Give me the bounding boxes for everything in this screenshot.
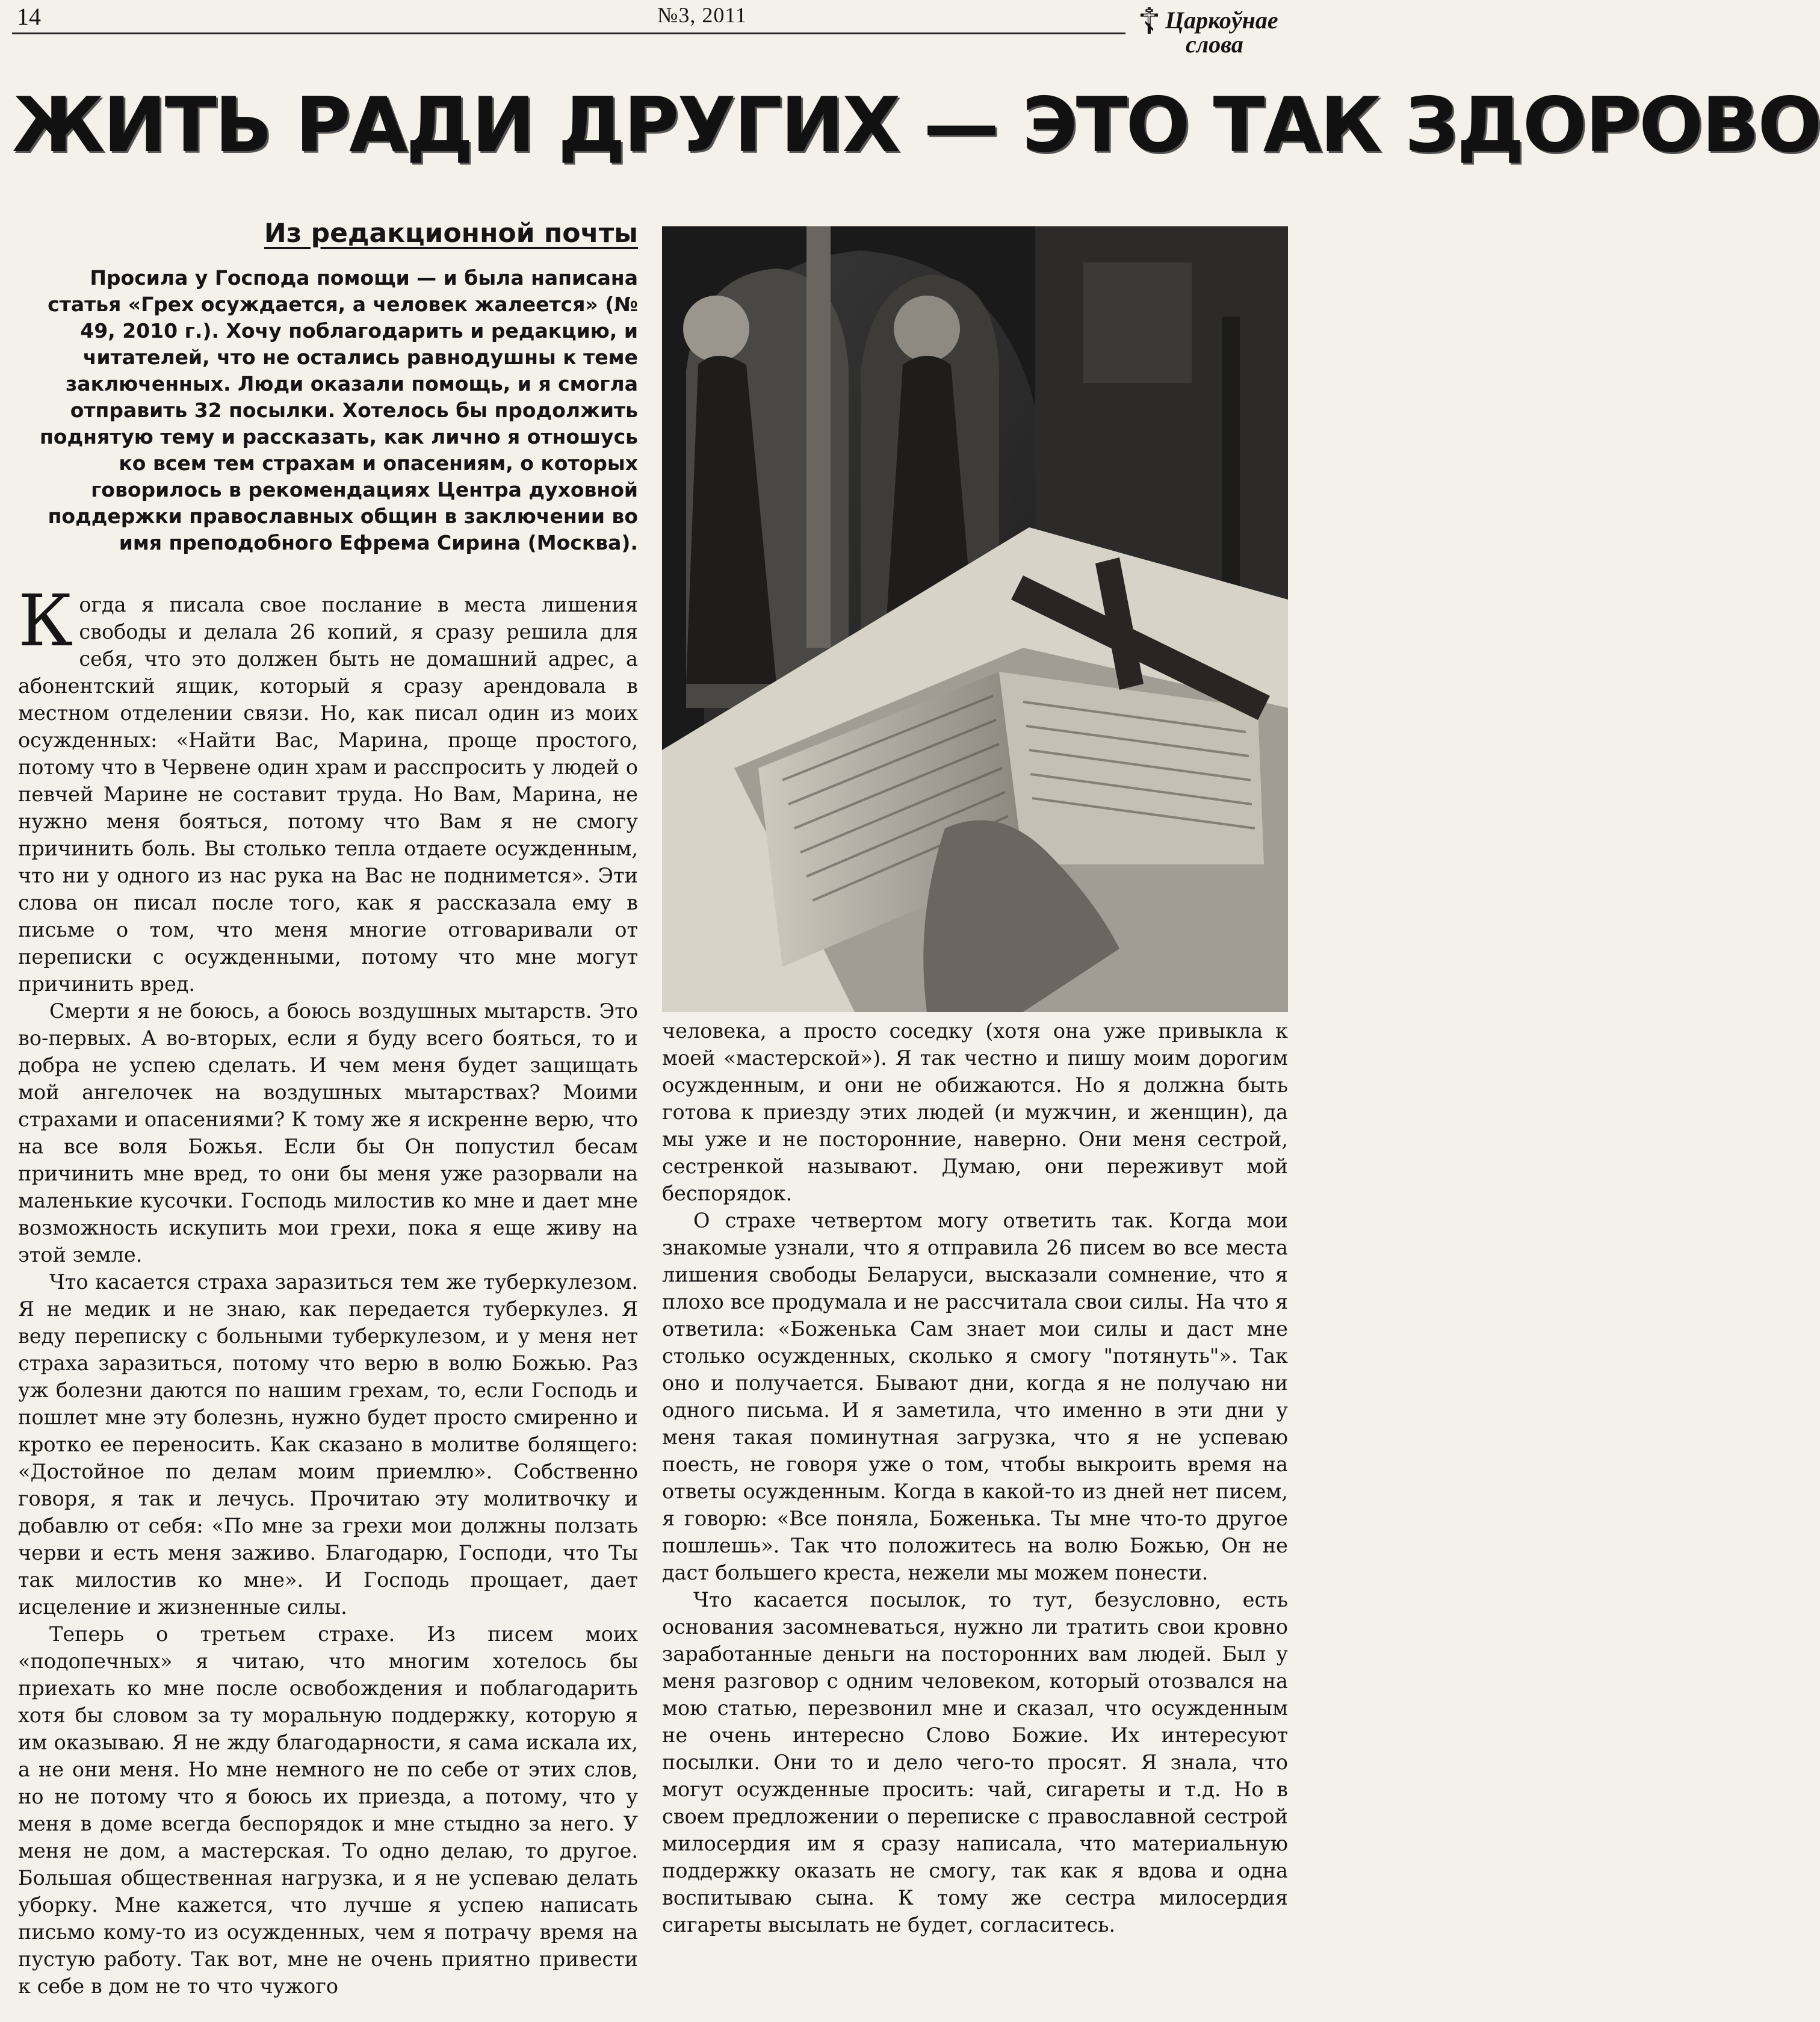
- newspaper-logo: [1131, 1, 1294, 58]
- header-rule: [12, 33, 1125, 34]
- article-column-right: [662, 1017, 1288, 1938]
- logo-line2: слова: [1186, 31, 1243, 58]
- article-lead: Просила у Господа помощи — и была написана статья «Грех осуждается, а человек жалеется» (№ 49, 2010 г.). Хочу поблагодарить и редакцию, и читателей, что не остались равнодушны к теме заключенных. Люди оказали помощь, и я смогла отправить 32 посылки. Хотелось бы продолжить поднятую тему и рассказать, как лично я отношусь ко всем тем страхам и опасениям, о которых говорилось в рекомендациях Центра духовной поддержки православных общин в заключении во имя преподобного Ефрема Сирина (Москва).: [40, 266, 638, 554]
- page-number: 14: [17, 3, 41, 30]
- drop-cap: К: [18, 579, 73, 662]
- logo-line1: Царкоўнае: [1165, 7, 1278, 34]
- paragraph: человека, а просто соседку (хотя она уже привыкла к моей «мастерской»). Я так честно и пишу моим дорогим осужденным, и они не обижаются. Но я должна быть готова к приезду этих людей (и мужчин, и женщин), да мы уже и не посторонние, наверно. Они меня сестрой, сестренкой называют. Думаю, они переживут мой беспорядок.: [662, 1019, 1288, 1205]
- paragraph: Теперь о третьем страхе. Из писем моих «подопечных» я читаю, что многим хотелось бы приехать ко мне после освобождения и поблагодарить хотя бы словом за ту моральную поддержку, которую я им оказываю. Я не жду благодарности, я сама искала их, а не они меня. Но мне немного не по себе от этих слов, но не потому что я боюсь их приезда, а потому, что у меня в доме всегда беспорядок и мне стыдно за него. У меня не дом, а мастерская. То одно делаю, то другое. Большая общественная нагрузка, и я не успеваю делать уборку. Мне кажется, что лучше я успею написать письмо кому-то из осужденных, чем я потрачу время на пустую работу. Так вот, мне не очень приятно привести к себе в дом не то что чужого: [18, 1622, 638, 1998]
- issue-label: №3, 2011: [657, 3, 748, 27]
- orthodox-cross-icon: ☦: [1138, 1, 1161, 43]
- article-headline: ЖИТЬ РАДИ ДРУГИХ — ЭТО ТАК ЗДОРОВО: [12, 81, 1820, 169]
- paragraph: Что касается страха заразиться тем же туберкулезом. Я не медик и не знаю, как передается туберкулез. Я веду переписку с больными туберкулезом, и у меня нет страха заразиться, потому что верю в волю Божью. Раз уж болезни даются по нашим грехам, то, если Господь и пошлет мне эту болезнь, нужно будет просто смиренно и кротко ее переносить. Как сказано в молитве болящего: «Достойное по делам моим приемлю». Собственно говоря, я так и лечусь. Прочитаю эту молитвочку и добавлю от себя: «По мне за грехи мои должны ползать черви и есть меня заживо. Благодарю, Господи, что Ты так милостив ко мне». И Господь прощает, дает исцеление и жизненные силы.: [18, 1270, 638, 1619]
- article-column-left: [18, 579, 638, 2000]
- section-label: Из редакционной почты: [264, 218, 638, 249]
- paragraph: Что касается посылок, то тут, безусловно, есть основания засомневаться, нужно ли тратить свои кровно заработанные деньги на посторонних вам людей. Был у меня разговор с одним человеком, который отозвался на мою статью, перезвонил мне и сказал, что осужденным не очень интересно Слово Божие. Их интересуют посылки. Они то и дело чего-то просят. Я знала, что могут осужденные просить: чай, сигареты и т.д. Но в своем предложении о переписке с православной сестрой милосердия им я сразу написала, что материальную поддержку оказать не смогу, так как я вдова и одна воспитываю сына. К тому же сестра милосердия сигареты высылать не будет, согласитесь.: [662, 1588, 1288, 1937]
- church-book-cross-photo: [662, 226, 1288, 1012]
- paragraph: Когда я писала свое послание в места лишения свободы и делала 26 копий, я сразу решила для себя, что это должен быть не домашний адрес, а абонентский ящик, который я сразу арендовала в местном отделении связи. Но, как писал один из моих осужденных: «Найти Вас, Марина, проще простого, потому что в Червене один храм и расспросить у людей о певчей Марине не составит труда. Но Вам, Марина, не нужно меня бояться, потому что Вам я не смогу причинить боль. Вы столько тепла отдаете осужденным, что ни у одного из нас рука на Вас не поднимется». Эти слова он писал после того, как я рассказала ему в письме о том, что меня многие отговаривали от переписки с осужденными, потому что мне могут причинить вред.: [18, 579, 638, 996]
- paragraph: Смерти я не боюсь, а боюсь воздушных мытарств. Это во-первых. А во-вторых, если я буду всего бояться, то и добра не успею сделать. И чем меня будет защищать мой ангелочек на воздушных мытарствах? Моими страхами и опасениями? К тому же я искренне верю, что на все воля Божья. Если бы Он попустил бесам причинить мне вред, то они бы меня уже разорвали на маленькие кусочки. Господь милостив ко мне и дает мне возможность искупить мои грехи, пока я еще живу на этой земле.: [18, 999, 638, 1267]
- page-header: [12, 0, 1297, 37]
- article-photo: [662, 226, 1288, 1012]
- paragraph: О страхе четвертом могу ответить так. Когда мои знакомые узнали, что я отправила 26 писем во все места лишения свободы Беларуси, высказали сомнение, что я плохо все продумала и не рассчитала свои силы. На что я ответила: «Боженька Сам знает мои силы и даст мне столько осужденных, сколько я смогу "потянуть"». Так оно и получается. Бывают дни, когда я не получаю ни одного письма. И я заметила, что именно в эти дни у меня такая поминутная загрузка, что я не успеваю поесть, не говоря уже о том, чтобы выкроить время на ответы осужденным. Когда в какой-то из дней нет писем, я говорю: «Все поняла, Боженька. Ты мне что-то другое пошлешь». Так что положитесь на волю Божью, Он не даст большего креста, нежели мы можем понести.: [662, 1209, 1288, 1584]
